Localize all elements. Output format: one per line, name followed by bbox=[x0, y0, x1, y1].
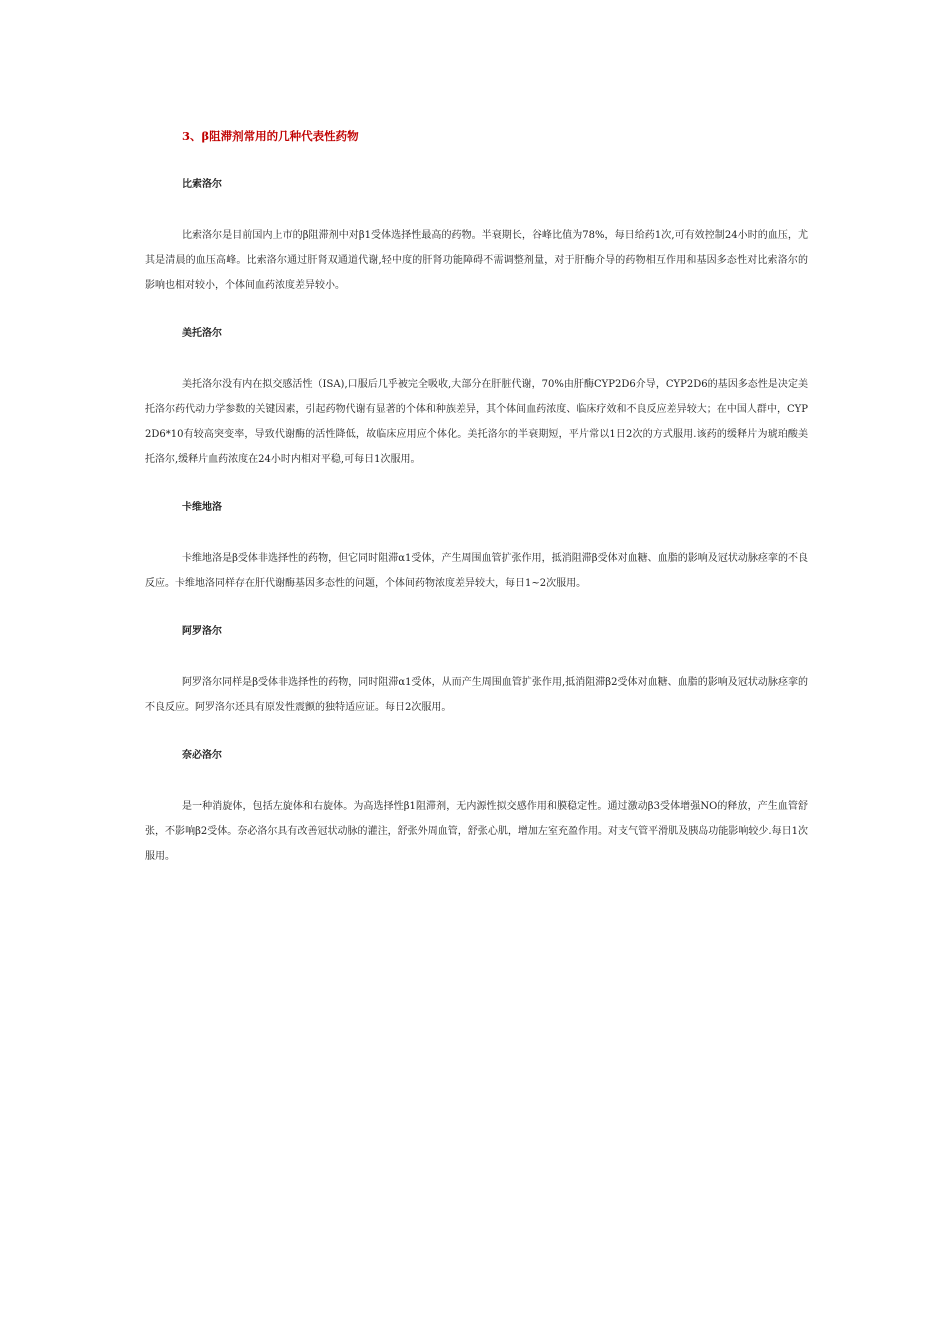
page-heading: 3、β阻滞剂常用的几种代表性药物 bbox=[182, 129, 359, 143]
drug-title-arotinolol: 阿罗洛尔 bbox=[182, 626, 222, 637]
section-bisoprolol bbox=[145, 177, 808, 326]
drug-description-arotinolol: 阿罗洛尔同样是β受体非选择性的药物，同时阻滞α1受体，从而产生周围血管扩张作用,抵消阻滞β2受体对血糖、血脂的影响及冠状动脉痉挛的不良反应。阿罗洛尔还具有原发性震颤的独特适应证。每日2次服用。 bbox=[145, 677, 808, 713]
drug-title-carvedilol: 卡维地洛 bbox=[182, 502, 222, 513]
drug-description-carvedilol: 卡维地洛是β受体非选择性的药物，但它同时阻滞α1受体，产生周围血管扩张作用，抵消阻滞β受体对血糖、血脂的影响及冠状动脉痉挛的不良反应。卡维地洛同样存在肝代谢酶基因多态性的问题，个体间药物浓度差异较大，每日1~2次服用。 bbox=[145, 553, 808, 589]
drug-description-bisoprolol: 比索洛尔是目前国内上市的β阻滞剂中对β1受体选择性最高的药物。半衰期长，谷峰比值为78%，每日给药1次,可有效控制24小时的血压，尤其是清晨的血压高峰。比索洛尔通过肝肾双通道代谢,轻中度的肝肾功能障碍不需调整剂量，对于肝酶介导的药物相互作用和基因多态性对比索洛尔的影响也相对较小，个体间血药浓度差异较小。 bbox=[145, 230, 808, 291]
document-content bbox=[145, 124, 808, 869]
section-nebivolol bbox=[145, 748, 808, 869]
section-arotinolol bbox=[145, 624, 808, 748]
drug-title-nebivolol: 奈必洛尔 bbox=[182, 750, 222, 761]
drug-description-nebivolol: 是一种消旋体，包括左旋体和右旋体。为高选择性β1阻滞剂，无内源性拟交感作用和膜稳定性。通过激动β3受体增强NO的释放，产生血管舒张，不影响β2受体。奈必洛尔具有改善冠状动脉的灌注，舒张外周血管，舒张心肌，增加左室充盈作用。对支气管平滑肌及胰岛功能影响较少.每日1次服用。 bbox=[145, 801, 808, 862]
drug-title-bisoprolol: 比索洛尔 bbox=[182, 179, 222, 190]
drug-description-metoprolol: 美托洛尔没有内在拟交感活性（ISA),口服后几乎被完全吸收,大部分在肝脏代谢，70%由肝酶CYP2D6介导，CYP2D6的基因多态性是决定美托洛尔药代动力学参数的关键因素，引起药物代谢有显著的个体和种族差异，其个体间血药浓度、临床疗效和不良反应差异较大；在中国人群中，CYP2D6*10有较高突变率，导致代谢酶的活性降低，故临床应用应个体化。美托洛尔的半衰期短，平片常以1日2次的方式服用.该药的缓释片为琥珀酸美托洛尔,缓释片血药浓度在24小时内相对平稳,可每日1次服用。 bbox=[145, 379, 808, 465]
section-carvedilol bbox=[145, 500, 808, 624]
drug-title-metoprolol: 美托洛尔 bbox=[182, 328, 222, 339]
section-metoprolol bbox=[145, 326, 808, 500]
